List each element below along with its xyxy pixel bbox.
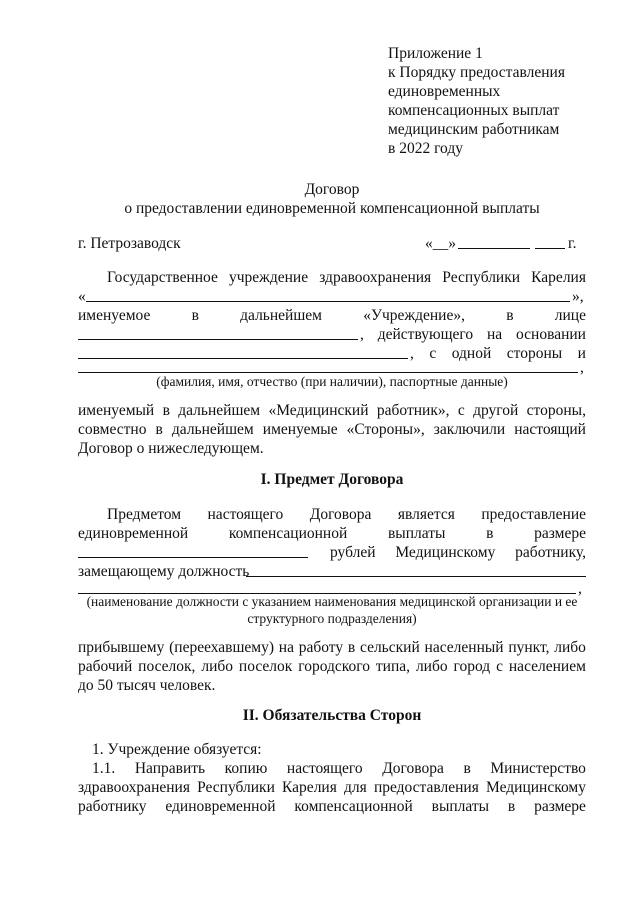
worker-data-comma: , xyxy=(580,359,584,376)
text-word: стороны, xyxy=(526,402,586,419)
text-word: именуемый xyxy=(78,402,155,419)
text-word: Министерство xyxy=(490,760,586,777)
appendix-line: компенсационных выплат xyxy=(388,102,560,119)
text-word: для xyxy=(344,779,367,796)
text-word: «Учреждение», xyxy=(363,307,465,324)
text-word: типа, xyxy=(375,658,411,675)
text-word: поселок xyxy=(238,658,293,675)
text-word: Медицинскому xyxy=(395,544,496,561)
text-word: в xyxy=(463,760,471,777)
text-word: предоставление xyxy=(481,506,586,523)
text-word: рублей xyxy=(330,544,376,561)
parties-row-3 xyxy=(78,306,586,325)
text-word: настоящего xyxy=(286,760,363,777)
parties-row-1 xyxy=(107,268,586,287)
section-2-heading: II. Обязательства Сторон xyxy=(242,707,422,724)
text-word: другой xyxy=(473,402,519,419)
text-word: совместно xyxy=(78,421,147,438)
text-word: «Медицинский xyxy=(268,402,369,419)
text-word: основании xyxy=(516,326,586,343)
text-word: поселок, xyxy=(138,658,196,675)
text-word: выплаты xyxy=(431,798,490,815)
text-word: компенсационной xyxy=(294,798,413,815)
section-1-row-3 xyxy=(330,543,586,562)
text-word: Предметом xyxy=(107,506,182,523)
text-word: Медицинскому xyxy=(486,779,586,796)
text-word: здравоохранения xyxy=(319,269,432,286)
text-word: с xyxy=(496,658,503,675)
section-2-item-1: 1. Учреждение обязуется: xyxy=(92,741,262,758)
section-2-line-2 xyxy=(78,778,586,797)
date-field xyxy=(425,234,456,253)
text-word: работнику, xyxy=(515,544,586,561)
parties-row-5 xyxy=(410,344,586,363)
section-1-row-1 xyxy=(107,505,586,524)
text-word: Республики xyxy=(197,779,275,796)
text-word: с xyxy=(429,345,437,362)
text-word: рабочий xyxy=(78,658,133,675)
section-2-line-3 xyxy=(78,797,586,816)
text-word: дальнейшем xyxy=(240,307,322,324)
text-word: Карелия xyxy=(531,269,586,286)
text-word: Государственное xyxy=(107,269,218,286)
text-word: именуемые xyxy=(262,421,338,438)
appendix-line: в 2022 году xyxy=(388,140,463,157)
text-word: учреждение xyxy=(228,269,309,286)
worker-data-caption: (фамилия, имя, отчество (при наличии), паспортные данные) xyxy=(156,374,508,389)
city-label: г. Петрозаводск xyxy=(78,235,181,252)
position-label: замещающему должность xyxy=(78,563,250,580)
payment-amount-line xyxy=(78,557,308,558)
text-word: выплаты xyxy=(387,525,446,542)
date-open-quote: « xyxy=(425,235,433,252)
section-1-row-2 xyxy=(78,524,586,543)
text-word: на xyxy=(278,639,294,656)
text-word: в xyxy=(486,525,494,542)
position-caption-2: структурного подразделения) xyxy=(247,611,417,626)
date-year-line xyxy=(535,248,565,249)
text-word: в xyxy=(347,639,356,656)
date-year-suffix: г. xyxy=(568,235,577,252)
parties-para-line-3: Договор о нижеследующем. xyxy=(78,440,264,457)
text-word: сельский xyxy=(360,639,420,656)
text-word: в xyxy=(155,421,163,438)
text-word: Договора xyxy=(382,760,444,777)
text-word: размере xyxy=(534,525,586,542)
text-word: Договора xyxy=(309,506,372,523)
text-word: в xyxy=(506,307,514,324)
text-word: , xyxy=(360,326,364,343)
text-word: либо xyxy=(554,639,586,656)
parties-row-4 xyxy=(360,325,586,344)
text-word: компенсационной xyxy=(228,525,348,542)
text-word: дальнейшем xyxy=(178,402,261,419)
text-word: город xyxy=(453,658,491,675)
text-word: пункт, xyxy=(508,639,550,656)
appendix-line: единовременных xyxy=(388,83,501,100)
text-word: стороны xyxy=(506,345,563,362)
text-word: Республики xyxy=(442,269,521,286)
text-word: в xyxy=(507,798,516,815)
text-word: в xyxy=(191,307,199,324)
text-word: здравоохранения xyxy=(78,779,190,796)
text-word: 1.1. xyxy=(92,760,116,777)
text-word: , xyxy=(410,345,414,362)
basis-line xyxy=(78,358,408,359)
text-word: работник», xyxy=(376,402,450,419)
appendix-line: Приложение 1 xyxy=(388,45,483,62)
position-caption-1: (наименование должности с указанием наименования медицинской организации и ее xyxy=(86,594,578,609)
appendix-line: к Порядку предоставления xyxy=(388,64,565,81)
text-word: населением xyxy=(508,658,586,675)
text-word: прибывшему xyxy=(78,639,165,656)
text-word: с xyxy=(457,402,465,419)
text-word: настоящего xyxy=(207,506,284,523)
position-line-1 xyxy=(246,576,586,577)
text-word: дальнейшем xyxy=(171,421,254,438)
section-1-heading: I. Предмет Договора xyxy=(260,471,404,488)
institution-name-line xyxy=(86,301,570,302)
text-word: на xyxy=(486,326,503,343)
text-word: (переехавшему) xyxy=(169,639,275,656)
date-month-line xyxy=(458,248,530,249)
text-word: предоставления xyxy=(373,779,479,796)
text-word: единовременной xyxy=(78,525,189,542)
text-word: является xyxy=(397,506,455,523)
parties-para-line-1 xyxy=(78,401,586,420)
text-word: одной xyxy=(451,345,492,362)
text-word: городского xyxy=(298,658,370,675)
text-word: либо xyxy=(415,658,448,675)
appendix-block xyxy=(388,44,565,158)
position-comma: , xyxy=(578,580,582,597)
institution-open-quote: « xyxy=(78,288,86,305)
text-word: размере xyxy=(534,798,586,815)
text-word: именуемое xyxy=(78,307,151,324)
text-word: работнику xyxy=(78,798,147,815)
text-word: Карелия xyxy=(282,779,337,796)
section-1-para-line-2 xyxy=(78,657,586,676)
text-word: настоящий xyxy=(514,421,586,438)
representative-line xyxy=(78,339,358,340)
text-word: и xyxy=(577,345,586,362)
text-word: действующего xyxy=(377,326,474,343)
text-word: Направить xyxy=(134,760,206,777)
text-word: либо xyxy=(201,658,234,675)
document-subtitle: о предоставлении единовременной компенсационной выплаты xyxy=(124,200,540,217)
section-2-item-1-1 xyxy=(92,759,586,778)
text-word: населенный xyxy=(424,639,504,656)
text-word: в xyxy=(162,402,170,419)
date-day-blank: __ xyxy=(432,235,449,252)
text-word: заключили xyxy=(433,421,506,438)
text-word: копию xyxy=(224,760,268,777)
document-title: Договор xyxy=(304,181,360,198)
text-word: «Стороны», xyxy=(346,421,425,438)
section-1-para-line-1 xyxy=(78,638,586,657)
institution-close-quote: », xyxy=(572,288,584,305)
appendix-line: медицинским работникам xyxy=(388,121,560,138)
parties-para-line-2 xyxy=(78,420,586,439)
section-1-para-line-3: до 50 тысяч человек. xyxy=(78,677,216,694)
text-word: единовременной xyxy=(165,798,276,815)
text-word: лице xyxy=(554,307,586,324)
text-word: работу xyxy=(298,639,344,656)
date-close-quote: » xyxy=(448,235,456,252)
